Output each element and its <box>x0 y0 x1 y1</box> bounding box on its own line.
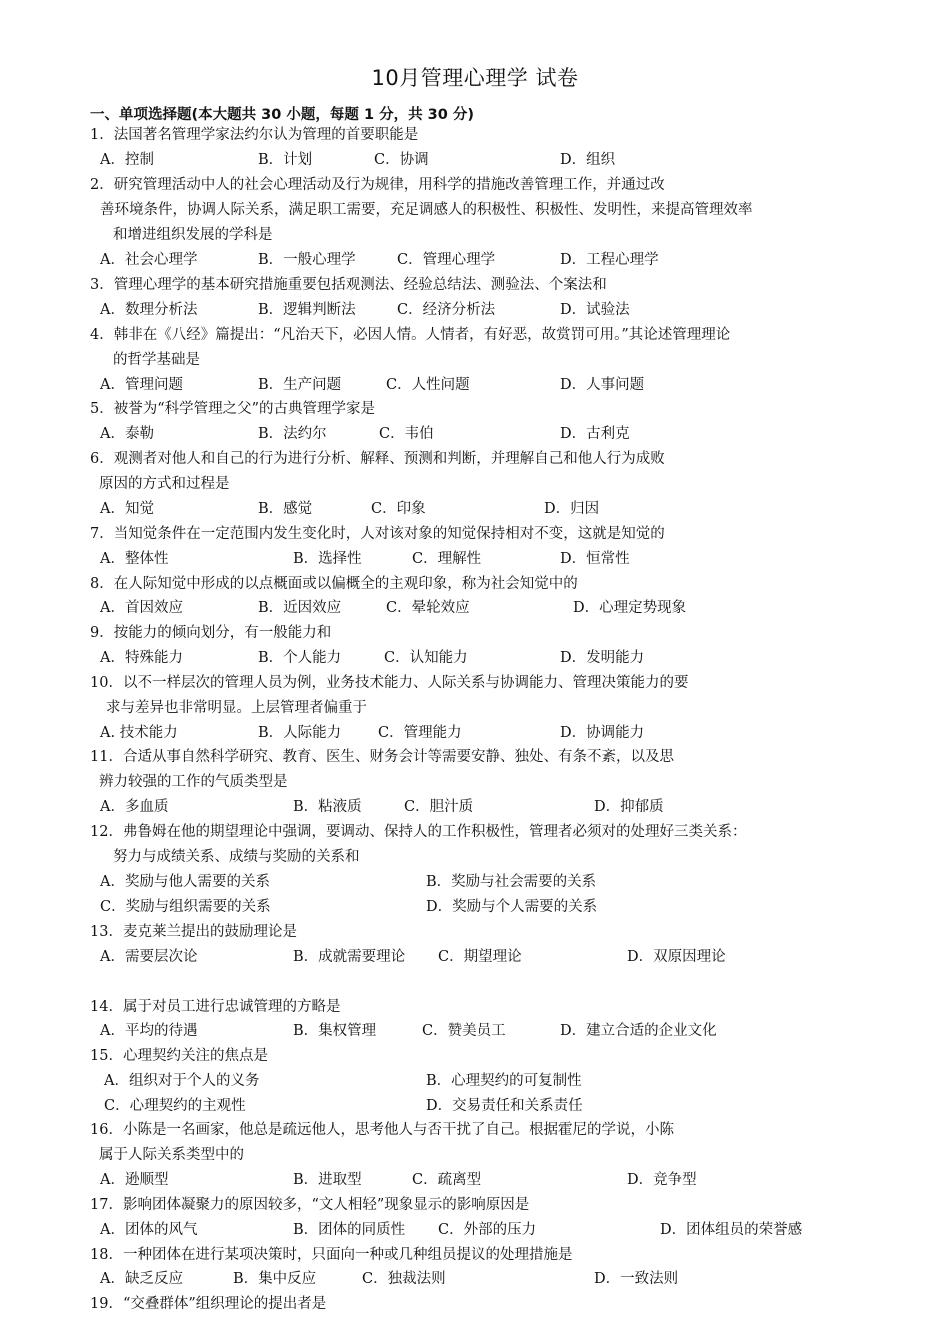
question-1-text: 1．法国著名管理学家法约尔认为管理的首要职能是 <box>90 127 419 143</box>
question-2-option-d: D．工程心理学 <box>560 252 659 268</box>
question-6-option-c: C．印象 <box>371 501 426 517</box>
question-18-text: 18．一种团体在进行某项决策时，只面向一种或几种组员提议的处理措施是 <box>90 1247 573 1263</box>
question-12-option-b: B．奖励与社会需要的关系 <box>426 874 597 890</box>
question-13-option-d: D．双原因理论 <box>627 949 726 965</box>
question-18-option-d: D．一致法则 <box>594 1271 679 1287</box>
question-13-option-a: A．需要层次论 <box>100 949 198 965</box>
question-16-text: 16．小陈是一名画家，他总是疏远他人，思考他人与否干扰了自己。根据霍尼的学说，小陈 <box>90 1122 674 1138</box>
question-16-option-c: C．疏离型 <box>412 1172 482 1188</box>
question-8-text: 8．在人际知觉中形成的以点概面或以偏概全的主观印象，称为社会知觉中的 <box>90 576 578 592</box>
question-13-text: 13．麦克莱兰提出的鼓励理论是 <box>90 924 297 940</box>
question-12-text: 12．弗鲁姆在他的期望理论中强调，要调动、保持人的工作积极性，管理者必须对的处理好三类关系： <box>90 824 747 840</box>
question-6-option-d: D．归因 <box>544 501 600 517</box>
question-7-option-b: B．选择性 <box>293 551 362 567</box>
question-14-option-d: D．建立合适的企业文化 <box>560 1023 717 1039</box>
question-4-option-c: C．人性问题 <box>386 377 470 393</box>
question-18-option-b: B．集中反应 <box>233 1271 317 1287</box>
question-5-option-a: A．泰勒 <box>100 426 154 442</box>
question-1-option-a: A．控制 <box>100 152 154 168</box>
question-5-option-b: B．法约尔 <box>258 426 327 442</box>
question-8-option-c: C．晕轮效应 <box>386 600 470 616</box>
question-15-option-b: B．心理契约的可复制性 <box>426 1073 582 1089</box>
question-2-text: 和增进组织发展的学科是 <box>113 227 273 243</box>
question-7-option-a: A．整体性 <box>100 551 169 567</box>
question-6-option-a: A．知觉 <box>100 501 154 517</box>
question-3-option-c: C．经济分析法 <box>397 302 496 318</box>
question-17-option-a: A．团体的风气 <box>100 1222 198 1238</box>
question-10-option-b: B．人际能力 <box>258 725 342 741</box>
question-4-text: 的哲学基础是 <box>113 352 200 368</box>
question-14-text: 14．属于对员工进行忠诚管理的方略是 <box>90 999 341 1015</box>
question-11-text: 辨力较强的工作的气质类型是 <box>99 774 288 790</box>
question-10-option-c: C．管理能力 <box>378 725 462 741</box>
question-17-text: 17．影响团体凝聚力的原因较多，“文人相轻”现象显示的影响原因是 <box>90 1197 530 1213</box>
question-16-option-d: D．竞争型 <box>627 1172 697 1188</box>
question-12-option-a: A．奖励与他人需要的关系 <box>100 874 270 890</box>
question-3-option-a: A．数理分析法 <box>100 302 198 318</box>
question-2-option-b: B．一般心理学 <box>258 252 356 268</box>
question-9-text: 9．按能力的倾向划分，有一般能力和 <box>90 625 332 641</box>
question-9-option-d: D．发明能力 <box>560 650 645 666</box>
question-14-option-b: B．集权管理 <box>293 1023 377 1039</box>
question-4-text: 4．韩非在《八经》篇提出：“凡治天下，必因人情。人情者，有好恶，故赏罚可用。”其论述管理理论 <box>90 327 731 343</box>
question-10-option-d: D．协调能力 <box>560 725 645 741</box>
question-4-option-d: D．人事问题 <box>560 377 645 393</box>
exam-title: 10月管理心理学 试卷 <box>371 66 579 90</box>
question-10-option-a: A. 技术能力 <box>100 725 178 741</box>
question-14-option-a: A．平均的待遇 <box>100 1023 198 1039</box>
question-11-option-a: A．多血质 <box>100 799 169 815</box>
question-8-option-b: B．近因效应 <box>258 600 342 616</box>
question-15-text: 15．心理契约关注的焦点是 <box>90 1048 268 1064</box>
question-9-option-a: A．特殊能力 <box>100 650 183 666</box>
question-13-option-c: C．期望理论 <box>438 949 522 965</box>
question-7-text: 7．当知觉条件在一定范围内发生变化时，人对该对象的知觉保持相对不变，这就是知觉的 <box>90 526 665 542</box>
question-16-text: 属于人际关系类型中的 <box>99 1147 244 1163</box>
section-header: 一、单项选择题(本大题共 30 小题，每题 1 分，共 30 分) <box>90 107 474 123</box>
question-2-text: 2．研究管理活动中人的社会心理活动及行为规律，用科学的措施改善管理工作，并通过改 <box>90 177 665 193</box>
question-9-option-c: C．认知能力 <box>384 650 468 666</box>
question-10-text: 10．以不一样层次的管理人员为例，业务技术能力、人际关系与协调能力、管理决策能力的要 <box>90 675 689 691</box>
question-19-text: 19．“交叠群体”组织理论的提出者是 <box>90 1296 327 1312</box>
question-1-option-d: D．组织 <box>560 152 616 168</box>
question-4-option-b: B．生产问题 <box>258 377 342 393</box>
question-5-option-c: C．韦伯 <box>379 426 434 442</box>
question-5-text: 5．被誉为“科学管理之父”的古典管理学家是 <box>90 401 376 417</box>
question-8-option-d: D．心理定势现象 <box>573 600 687 616</box>
question-9-option-b: B．个人能力 <box>258 650 342 666</box>
question-12-text: 努力与成绩关系、成绩与奖励的关系和 <box>113 849 360 865</box>
question-5-option-d: D．古利克 <box>560 426 630 442</box>
question-2-option-c: C．管理心理学 <box>397 252 496 268</box>
question-11-text: 11．合适从事自然科学研究、教育、医生、财务会计等需要安静、独处、有条不紊，以及思 <box>90 749 674 765</box>
question-11-option-d: D．抑郁质 <box>594 799 664 815</box>
question-17-option-b: B．团体的同质性 <box>293 1222 406 1238</box>
question-14-option-c: C．赞美员工 <box>422 1023 506 1039</box>
question-6-text: 6．观测者对他人和自己的行为进行分析、解释、预测和判断，并理解自己和他人行为成败 <box>90 451 665 467</box>
question-16-option-a: A．逊顺型 <box>100 1172 169 1188</box>
question-15-option-d: D．交易责任和关系责任 <box>426 1098 583 1114</box>
question-12-option-d: D．奖励与个人需要的关系 <box>426 899 598 915</box>
question-11-option-b: B．粘液质 <box>293 799 362 815</box>
question-17-option-d: D．团体组员的荣誉感 <box>660 1222 803 1238</box>
question-11-option-c: C．胆汁质 <box>404 799 474 815</box>
question-13-option-b: B．成就需要理论 <box>293 949 406 965</box>
question-2-option-a: A．社会心理学 <box>100 252 198 268</box>
question-18-option-c: C．独裁法则 <box>362 1271 446 1287</box>
question-15-option-a: A．组织对于个人的义务 <box>104 1073 260 1089</box>
question-7-option-d: D．恒常性 <box>560 551 630 567</box>
question-12-option-c: C．奖励与组织需要的关系 <box>100 899 271 915</box>
question-18-option-a: A．缺乏反应 <box>100 1271 183 1287</box>
question-10-text: 求与差异也非常明显。上层管理者偏重于 <box>106 700 367 716</box>
question-3-option-b: B．逻辑判断法 <box>258 302 356 318</box>
question-8-option-a: A．首因效应 <box>100 600 183 616</box>
question-1-option-b: B．计划 <box>258 152 313 168</box>
question-4-option-a: A．管理问题 <box>100 377 183 393</box>
question-16-option-b: B．进取型 <box>293 1172 362 1188</box>
question-2-text: 善环境条件，协调人际关系，满足职工需要，充足调感人的积极性、积极性、发明性，来提高管理效率 <box>100 202 753 218</box>
question-6-option-b: B．感觉 <box>258 501 313 517</box>
question-3-option-d: D．试验法 <box>560 302 630 318</box>
question-6-text: 原因的方式和过程是 <box>99 476 230 492</box>
question-3-text: 3．管理心理学的基本研究措施重要包括观测法、经验总结法、测验法、个案法和 <box>90 277 607 293</box>
question-1-option-c: C．协调 <box>374 152 429 168</box>
question-15-option-c: C．心理契约的主观性 <box>104 1098 246 1114</box>
question-7-option-c: C．理解性 <box>412 551 482 567</box>
question-17-option-c: C．外部的压力 <box>438 1222 537 1238</box>
